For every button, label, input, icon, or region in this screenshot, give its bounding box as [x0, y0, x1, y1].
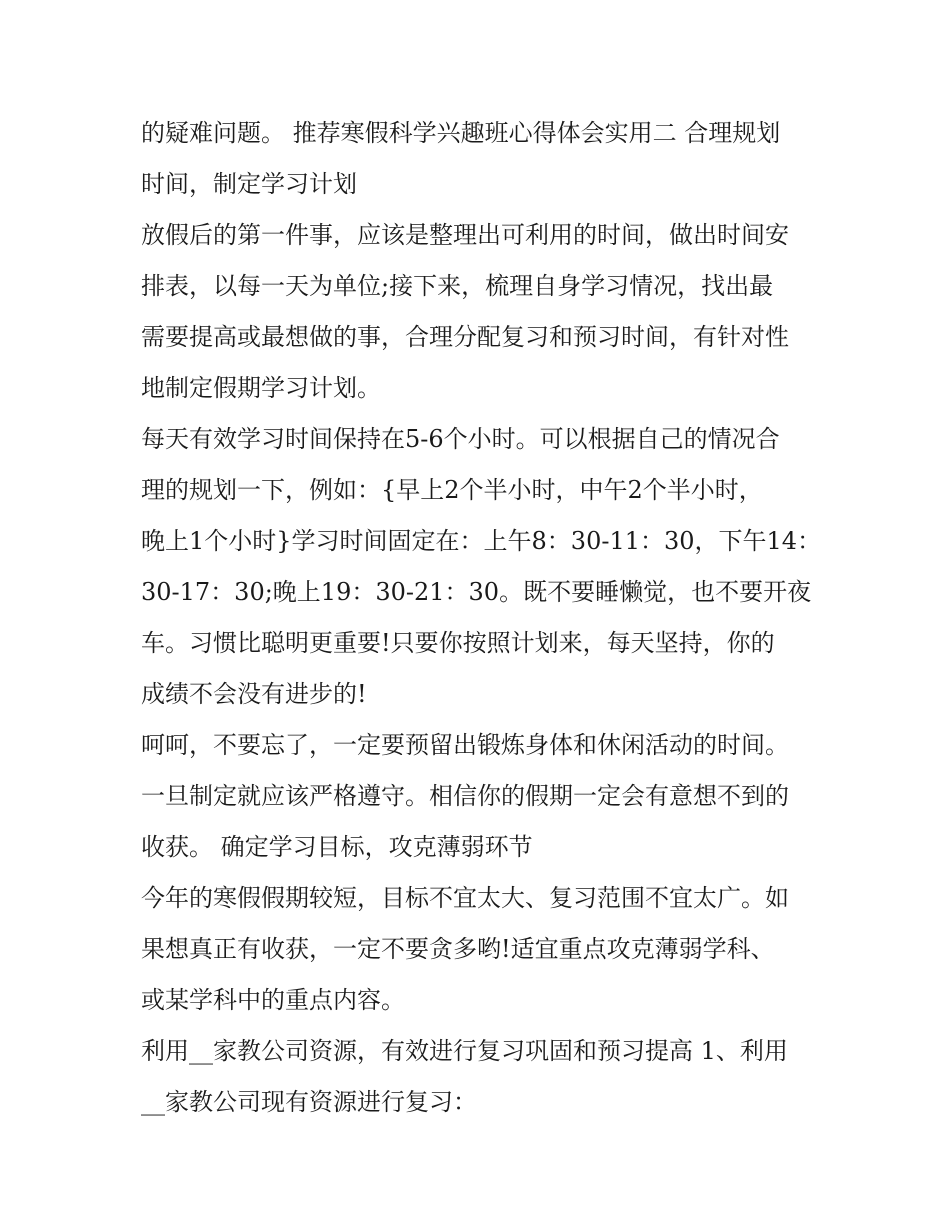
- text-line: 果想真正有收获，一定不要贪多哟!适宜重点攻克薄弱学科、: [141, 935, 775, 963]
- text-line: __家教公司现有资源进行复习：: [141, 1088, 477, 1116]
- text-line: 晚上1个小时}学习时间固定在：上午8：30-11：30，下午14：: [141, 527, 822, 555]
- text-line: 呵呵，不要忘了，一定要预留出锻炼身体和休闲活动的时间。: [141, 731, 789, 759]
- text-line: 每天有效学习时间保持在5-6个小时。可以根据自己的情况合: [141, 425, 780, 453]
- text-line: 成绩不会没有进步的!: [141, 680, 367, 708]
- text-line: 一旦制定就应该严格遵守。相信你的假期一定会有意想不到的: [141, 782, 789, 810]
- text-line: 需要提高或最想做的事，合理分配复习和预习时间，有针对性: [141, 323, 789, 351]
- text-line: 车。习惯比聪明更重要!只要你按照计划来，每天坚持，你的: [141, 629, 775, 657]
- text-line: 收获。 确定学习目标，攻克薄弱环节: [141, 833, 533, 861]
- text-line: 的疑难问题。 推荐寒假科学兴趣班心得体会实用二 合理规划: [141, 119, 781, 147]
- text-line: 或某学科中的重点内容。: [141, 986, 405, 1014]
- text-line: 排表，以每一天为单位;接下来，梳理自身学习情况，找出最: [141, 272, 774, 300]
- text-line: 理的规划一下，例如：{早上2个半小时，中午2个半小时，: [141, 476, 763, 504]
- text-line: 时间，制定学习计划: [141, 170, 357, 198]
- text-line: 放假后的第一件事，应该是整理出可利用的时间，做出时间安: [141, 221, 789, 249]
- text-line: 30-17：30;晚上19：30-21：30。既不要睡懒觉，也不要开夜: [141, 578, 812, 606]
- text-line: 地制定假期学习计划。: [141, 374, 381, 402]
- body-text: [141, 108, 821, 1128]
- text-line: 今年的寒假假期较短，目标不宜太大、复习范围不宜太广。如: [141, 884, 789, 912]
- text-line: 利用__家教公司资源，有效进行复习巩固和预习提高 1、利用: [141, 1037, 788, 1065]
